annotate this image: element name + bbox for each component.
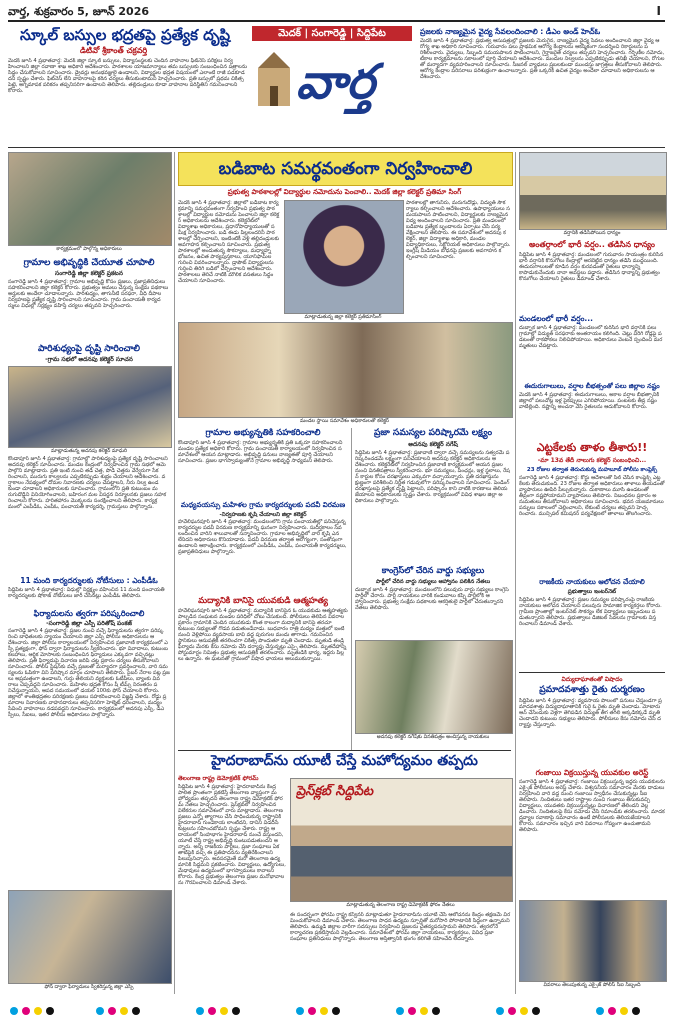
s13-body-left: సిద్దిపేట జూన్ 4 ప్రభాతవార్త: హైదరాబాద్‌ను కేంద్ర పాలిత ప్రాంతంగా ప్రకటిస్తే తెలంగాణ వ్యాప్తంగా మహోద్యమం తప్పదని తెలంగాణ రాష్ట్ర డెమోక్రటిక్ ఫోరమ్ నేతలు హెచ్చరించారు. ప్రెస్‌క్లబ్‌లో నిర్వహించిన విలేకరుల సమావేశంలో వారు మాట్లాడారు. తెలంగాణ ప్రజలు ఎన్నో త్యాగాలు చేసి సాధించుకున్న రాష్ట్రానికి హైదరాబాద్ గుండెకాయ లాంటిదని, దానిని విడదీసే కుట్రలను సహించబోమని స్పష్టం చేశారు. రాష్ట్ర ఆదాయంలో సింహభాగం హైదరాబాద్ నుంచే వస్తుందని, యూటీ చేస్తే రాష్ట్ర అభివృద్ధి కుంటుపడుతుందని అన్నారు. అన్ని రాజకీయ పార్టీలు, ప్రజా సంఘాలు ఏకతాటిపైకి వచ్చి ఈ ప్రతిపాదనను వ్యతిరేకించాలని పిలుపునిచ్చారు. అవసరమైతే మరో తెలంగాణ ఉద్యమానికి సిద్ధమని ప్రకటించారు. విద్యార్థులు, ఉద్యోగులు, మేధావులు ఉద్యమంలో భాగస్వాములు కావాలని కోరారు. కేంద్ర ప్రభుత్వం తెలంగాణ ప్రజల మనోభావాలను గౌరవించాలని డిమాండ్ చేశారు.	[178, 784, 286, 886]
s20-headline: గంజాయి విక్రయిస్తున్న యువకుల అరెస్ట్	[535, 768, 649, 777]
s10-body: సిద్దిపేట జూన్ 4 ప్రభాతవార్త: ప్రజావాణి ద్వారా వచ్చే సమస్యలను సత్వరమే పరిష్కరించడమే లక్ష్యంగా పనిచేయాలని అదనపు కలెక్టర్ అధికారులను ఆదేశించారు. కలెక్టరేట్‌లో నిర్వహించిన ప్రజావాణి కార్యక్రమంలో ఆయన ప్రజల నుంచి వినతిపత్రాలు స్వీకరించారు. భూ సమస్యలు, పింఛన్లు, ఇళ్ల స్థలాలు, రేషన్ కార్డుల కోసం దరఖాస్తులు ఎక్కువగా వచ్చాయన్నారు. ప్రతి దరఖాస్తును క్షుణ్ణంగా పరిశీలించి నిర్ణీత గడువులోగా పరిష్కరించాలని సూచించారు. పెండింగ్ దరఖాస్తులపై ప్రత్యేక దృష్టి పెట్టాలని, పరిష్కారం కాని వాటికి కారణాలు తెలియజేయాలని అధికారులకు స్పష్టం చేశారు. కార్యక్రమంలో వివిధ శాఖల జిల్లా అధికారులు పాల్గొన్నారు.	[355, 450, 510, 504]
dateline-bar	[8, 4, 665, 22]
s7-body: సంగారెడ్డి జూన్ 4 ప్రభాతవార్త: ప్రజల నుంచి వచ్చే ఫిర్యాదులను త్వరగా పరిష్కరించి బాధితులకు న్యాయం చేయాలని జిల్లా ఎస్పీ పోలీసు అధికారులను ఆదేశించారు. జిల్లా పోలీసు కార్యాలయంలో నిర్వహించిన ప్రజావాణి కార్యక్రమంలో ఎస్పీ ప్రత్యక్షంగా, ఫోన్ ద్వారా ఫిర్యాదులను స్వీకరించారు. భూ వివాదాలు, కుటుంబ కలహాలు, ఆర్థిక మోసాలకు సంబంధించిన ఫిర్యాదులు ఎక్కువగా వచ్చినట్లు తెలిపారు. ప్రతి ఫిర్యాదుపై విచారణ జరిపి చట్ట ప్రకారం చర్యలు తీసుకోవాలని సూచించారు. పోలీస్ స్టేషన్‌కు వచ్చే ప్రజలతో మర్యాదగా ప్రవర్తించాలని, వారి సమస్యలను ఓపికగా విని పరిష్కార మార్గం చూపాలని తెలిపారు. సైబర్ నేరాల పట్ల ప్రజలు అప్రమత్తంగా ఉండాలని, గుర్తు తెలియని వ్యక్తులకు ఓటీపీలు, బ్యాంకు వివరాలు చెప్పవద్దని సూచించారు. మహిళల భద్రత కోసం షీ టీమ్స్ నిరంతరం పనిచేస్తున్నాయని, ఆపద సమయంలో డయల్ 100కు ఫోన్ చేయాలని కోరారు. జిల్లాలో శాంతిభద్రతల పరిరక్షణకు ప్రజలు సహకరించాలని విజ్ఞప్తి చేశారు. రోడ్డు ప్రమాదాల నివారణకు వాహనదారులు తప్పనిసరిగా హెల్మెట్ ధరించాలని, మద్యం సేవించి వాహనాలు నడపవద్దని సూచించారు. కార్యక్రమంలో అదనపు ఎస్పీ, డీఎస్పీలు, సీఐలు, ఇతర పోలీసు అధికారులు పాల్గొన్నారు.	[8, 628, 170, 718]
s7-caption: ఫోన్ ద్వారా ఫిర్యాదులు స్వీకరిస్తున్న జిల్లా ఎస్పీ	[44, 984, 134, 990]
s3-body-right: పాఠశాలల్లో తాగునీరు, మరుగుదొడ్లు, విద్యుత్ సౌకర్యాలు కల్పించాలని ఆదేశించారు. ఉపాధ్యాయులు సమయపాలన పాటించాలని, విద్యార్థులకు నాణ్యమైన విద్య అందించాలని సూచించారు. ప్రతి మండలంలో బడిబాట ప్రత్యేక బృందాలను ఏర్పాటు చేసి పర్యవేక్షించాలని తెలిపారు. ఈ సమావేశంలో అదనపు కలెక్టర్, జిల్లా విద్యాశాఖ అధికారి, మండల విద్యాధికారులు, సెక్టోరియల్ అధికారులు పాల్గొన్నారు. ఇంగ్లీష్ మీడియం బోధనపై ప్రజలకు అవగాహన కల్పించాలని సూచించారు.	[406, 200, 511, 260]
s3-caption2: మండల స్థాయి సమావేశం అధికారులతో కలెక్టర్	[300, 418, 389, 424]
s19-body: సిద్దిపేట జూన్ 4 ప్రభాతవార్త: వ్యవసాయ పొలంలో పనులు చేస్తుండగా ప్రమాదవశాత్తు విద్యుదాఘాతానికి గురై ఓ రైతు మృతి చెందాడు. మోటారు ఆన్ చేసేందుకు వెళ్లగా తెగిపడిన విద్యుత్ తీగ తగిలి అక్కడికక్కడే మృతి చెందాడని కుటుంబ సభ్యులు తెలిపారు. పోలీసులు కేసు నమోదు చేసి దర్యాప్తు చేస్తున్నారు.	[519, 698, 662, 728]
s13-body-right: ఈ సందర్భంగా ఫోరమ్ రాష్ట్ర కన్వీనర్ మాట్లాడుతూ హైదరాబాద్‌ను యూటీ చేసే ఆలోచనను కేంద్రం తక్షణమే విరమించుకోవాలని డిమాండ్ చేశారు. తెలంగాణ సాధన ఉద్యమ స్ఫూర్తితో మరోసారి పోరాటానికి సిద్ధంగా ఉన్నామని తెలిపారు. ఉమ్మడి జిల్లాల వారీగా సదస్సులు నిర్వహించి ప్రజలను చైతన్యపరుస్తామని తెలిపారు. త్వరలోనే కార్యాచరణ ప్రకటిస్తామని వెల్లడించారు. సమావేశంలో ఫోరమ్ జిల్లా నాయకులు, కార్యకర్తలు, వివిధ ప్రజా సంఘాల ప్రతినిధులు పాల్గొన్నారు. తెలంగాణ అస్తిత్వానికి భంగం కలిగితే సహించేది లేదన్నారు.	[290, 912, 511, 942]
photo-sp-receiving-complaints	[8, 890, 172, 984]
dateline: వార్త, శుక్రవారం 5, జూన్ 2026	[8, 5, 150, 18]
s17-subhead2: 23 రోజుల తర్వాత తెరుచుకున్న మహబూబ్ పోలీసు కాంప్లెక్స్	[526, 467, 658, 473]
s3-headline: బడిబాట సమర్థవంతంగా నిర్వహించాలి	[218, 159, 473, 179]
s1-headline: స్కూల్ బస్సుల భద్రతపై ప్రత్యేక దృష్టి	[20, 26, 231, 44]
masthead-box	[252, 26, 412, 144]
s17-body: సంగారెడ్డి జూన్ 4 ప్రభాతవార్త: కోర్టు ఆదేశాలతో సీల్ చేసిన కాంప్లెక్స్ ఎట్టకేలకు తెరుచుకుంది. 23 రోజుల తర్వాత అధికారులు తాళాలు తీయడంతో వ్యాపారులు ఊపిరి పీల్చుకున్నారు. దుకాణాలు మూసి ఉండటంతో తీవ్రంగా నష్టపోయామని వ్యాపారులు తెలిపారు. నిబంధనల ప్రకారం అనుమతులు తీసుకోవాలని అధికారులు సూచించారు. భవన యజమానులు పన్నులు సకాలంలో చెల్లించాలని, లేకుంటే చర్యలు తప్పవని హెచ్చరించారు. మున్సిపల్ కమిషనర్ పర్యవేక్షణలో తాళాలు తొలగించారు.	[519, 475, 665, 517]
s11-headline: కాంగ్రెస్‌లో చేరిన వార్డు సభ్యులు	[381, 566, 485, 576]
s17-headline: ఎట్టకేలకు తాళం తీశారు!!	[536, 441, 648, 454]
s8-headline: గ్రామాల అభ్యున్నతికి సహకరించాలి	[205, 428, 321, 438]
s8-body: కొండాపూర్ జూన్ 4 ప్రభాతవార్త: గ్రామాల అభ్యున్నతికి ప్రతి ఒక్కరూ సహకరించాలని మండల ప్రత్యేక అధికారి కోరారు. గ్రామ పంచాయతీ కార్యాలయంలో నిర్వహించిన సమావేశంలో ఆయన మాట్లాడారు. అభివృద్ధి పనులు నాణ్యతతో పూర్తి చేయాలని సూచించారు. ప్రజల భాగస్వామ్యంతోనే గ్రామాల అభివృద్ధి సాధ్యమని తెలిపారు.	[178, 440, 343, 464]
photo-additional-collector-speaking	[8, 366, 172, 448]
print-registration-marks	[0, 1004, 673, 1018]
s15-body: దుబ్బాక జూన్ 4 ప్రభాతవార్త: మండలంలో కురిసిన భారీ వర్షానికి పలు గ్రామాల్లో విద్యుత్ సరఫరాకు అంతరాయం కలిగింది. చెట్లు విరిగి రోడ్లపై పడటంతో రాకపోకలు నిలిచిపోయాయి. అధికారులు వెంటనే స్పందించి మరమ్మతులు చేపట్టారు.	[519, 325, 663, 349]
s19-headline: ప్రమాదవశాత్తు రైతు దుర్మరణం	[539, 685, 645, 695]
s3-body-left: మెదక్ జూన్ 4 ప్రభాతవార్త: జిల్లాలో బడిబాట కార్యక్రమాన్ని సమర్థవంతంగా నిర్వహించి ప్రభుత్వ పాఠశాలల్లో విద్యార్థుల నమోదును పెంచాలని జిల్లా కలెక్టర్ అధికారులను ఆదేశించారు. కలెక్టరేట్‌లో విద్యాశాఖ అధికారులు, ప్రధానోపాధ్యాయులతో సమీక్ష నిర్వహించారు. బడి ఈడు పిల్లలందరినీ పాఠశాలల్లో చేర్పించాలని, ఇంటింటికీ వెళ్లి తల్లిదండ్రులకు అవగాహన కల్పించాలని సూచించారు. ప్రభుత్వ పాఠశాలల్లో అందుతున్న సౌకర్యాలు, మధ్యాహ్న భోజనం, ఉచిత పాఠ్యపుస్తకాలు, యూనిఫామ్‌ల గురించి వివరించాలన్నారు. డ్రాపౌట్ విద్యార్థులను గుర్తించి తిరిగి బడిలో చేర్పించాలని ఆదేశించారు. పాఠశాలలు తెరిచే నాటికి మౌలిక వసతులు సిద్ధం చేయాలని సూచించారు.	[178, 200, 280, 284]
s14-headline: అంతర్గాంలో భారీ వర్షం.. తడిసిన ధాన్యం	[529, 240, 655, 249]
s5-headline: పారిశుధ్యంపై దృష్టి సారించాలి	[38, 344, 140, 354]
page-number: I	[656, 4, 661, 18]
s4-headline: గ్రామాల అభివృద్ధికి చేయూత చూపాలి	[23, 258, 155, 268]
photo-collector-with-staff	[8, 152, 172, 246]
s12-body: హవేలిఘనపూర్ జూన్ 4 ప్రభాతవార్త: మద్యానికి బానిసైన ఓ యువకుడు ఆత్మహత్యకు పాల్పడిన సంఘటన మండల పరిధిలో చోటు చేసుకుంది. పోలీసులు తెలిపిన వివరాల ప్రకారం గ్రామానికి చెందిన యువకుడు కొంత కాలంగా మద్యానికి బానిసై తరచూ కుటుంబ సభ్యులతో గొడవ పడుతుండేవాడు. బుధవారం రాత్రి మద్యం మత్తులో ఇంటి నుంచి వెళ్లిపోయి వ్యవసాయ బావి వద్ద పురుగుల మందు తాగాడు. గమనించిన స్థానికులు ఆసుపత్రికి తరలించగా చికిత్స పొందుతూ మృతి చెందాడు. మృతుడి తండ్రి ఫిర్యాదు మేరకు కేసు నమోదు చేసి దర్యాప్తు చేస్తున్నట్లు ఎస్సై తెలిపారు. మృతదేహాన్ని పోస్టుమార్టం నిమిత్తం ప్రభుత్వ ఆసుపత్రికి తరలించారు. మృతుడికి భార్య, ఇద్దరు పిల్లలు ఉన్నారు. ఈ ఘటనతో గ్రామంలో విషాద ఛాయలు అలుముకున్నాయి.	[178, 608, 348, 662]
s3-caption1: మాట్లాడుతున్న జిల్లా కలెక్టర్ ప్రతిమాసింగ్	[304, 314, 382, 320]
s5-caption: మాట్లాడుతున్న అదనపు కలెక్టర్ మాధురి	[50, 448, 128, 454]
press-club-banner-text: ప్రెస్‌క్లబ్ సిద్దిపేట	[296, 784, 374, 799]
s3-subhead: ప్రభుత్వ పాఠశాలల్లో విద్యార్థుల నమోదును పెంచాలి.. మెదక్ జిల్లా కలెక్టర్ ప్రతిమా సింగ్	[227, 188, 462, 196]
s12-headline: మద్యానికి బానిసై యువకుడి ఆత్మహత్య	[198, 596, 328, 606]
masthead-title: వార్త	[296, 54, 375, 110]
s4-body: సంగారెడ్డి జూన్ 4 ప్రభాతవార్త: గ్రామాల అభివృద్ధి కోసం ప్రజలు, ప్రజాప్రతినిధులు సహకరించాలని జిల్లా కలెక్టర్ కోరారు. ప్రభుత్వం అమలు చేస్తున్న సంక్షేమ పథకాలు అర్హులకు అందేలా చూడాలన్నారు. పారిశుధ్యం, తాగునీటి సరఫరా, వీధి దీపాల నిర్వహణపై ప్రత్యేక దృష్టి సారించాలని సూచించారు. గ్రామ పంచాయతీ కార్యదర్శులు విధుల్లో నిర్లక్ష్యం వహిస్తే చర్యలు తప్పవని హెచ్చరించారు.	[8, 279, 169, 309]
s5-body: కొండాపూర్ జూన్ 4 ప్రభాతవార్త: గ్రామాల్లో పారిశుధ్యంపై ప్రత్యేక దృష్టి సారించాలని అదనపు కలెక్టర్ సూచించారు. మండల కేంద్రంలో నిర్వహించిన గ్రామ సభలో ఆమె పాల్గొని మాట్లాడారు. ప్రతి ఇంటి నుంచి తడి చెత్త, పొడి చెత్తను వేర్వేరుగా సేకరించాలని, మురుగు కాల్వలను ఎప్పటికప్పుడు శుభ్రం చేయాలని ఆదేశించారు. వర్షాకాలం నేపథ్యంలో దోమల నివారణకు చర్యలు చేపట్టాలని, నీరు నిల్వ ఉండకుండా చూడాలని అధికారులకు సూచించారు. గ్రామంలోని ప్రతి కుటుంబం మరుగుదొడ్డిని వినియోగించాలని, బహిరంగ మల విసర్జన నిర్మూలనకు ప్రజలు సహకరించాలని కోరారు. హరితహారం మొక్కలను సంరక్షించాలని తెలిపారు. కార్యక్రమంలో ఎంపీడీఓ, ఎంపీఓ, పంచాయతీ కార్యదర్శి, గ్రామస్తులు పాల్గొన్నారు.	[8, 456, 168, 510]
edition-bar: మెదక్ | సంగారెడ్డి | సిద్దిపేట	[252, 26, 412, 41]
s13-caption: మాట్లాడుతున్న తెలంగాణ రాష్ట్ర డెమోక్రటిక్ ఫోరం నేతలు	[346, 902, 455, 908]
s5-subhead: -గ్రామ సభలో అదనపు కలెక్టర్ సూచన	[45, 356, 133, 363]
s9-body: హవేలిఘనపూర్ జూన్ 4 ప్రభాతవార్త: మండలంలోని గ్రామ పంచాయతీల్లో పనిచేస్తున్న కార్యదర్శుల పదవీ విరమణ కార్యక్రమాన్ని ఘనంగా నిర్వహించారు. సుదీర్ఘకాలం సేవలందించిన వారిని శాలువాలతో సన్మానించారు. గ్రామాల అభివృద్ధిలో వారి కృషి ఎనలేనిదని అధికారులు కొనియాడారు. పదవీ విరమణ తర్వాత ఆరోగ్యంగా, సంతోషంగా ఉండాలని ఆకాంక్షించారు. కార్యక్రమంలో ఎంపీడీఓ, ఎంపీఓ, పంచాయతీ కార్యదర్శులు, ప్రజాప్రతినిధులు పాల్గొన్నారు.	[178, 519, 347, 555]
s15-headline: మండలంలో భారీ వర్షం...	[519, 314, 593, 323]
s14-caption: వర్షానికి తడిసిపోయిన ధాన్యం	[563, 230, 621, 236]
s18-body: సిద్దిపేట జూన్ 4 ప్రభాతవార్త: ప్రజల సమస్యల పరిష్కారంపై రాజకీయ నాయకులు ఆలోచన చేయాలని పలువురు సామాజిక కార్యకర్తలు కోరారు. గ్రామీణ ప్రాంతాల్లో ఇంటర్‌నెట్ సౌకర్యం లేక విద్యార్థులు ఇబ్బందులు పడుతున్నారని తెలిపారు. ప్రభుత్వాలు డిజిటల్ సేవలను గ్రామాలకు విస్తరించాలని డిమాండ్ చేశారు.	[519, 597, 662, 627]
photo-excise-police-briefing	[519, 900, 667, 982]
s19-kicker: విద్యుదాఘాతంతో విషాదం	[561, 676, 623, 683]
photo-leaders-submitting-petition	[355, 640, 513, 734]
s20-caption: వివరాలు తెలుపుతున్న ఎక్సైజ్ పోలీస్ సీఐ సిబ్బంది	[543, 982, 641, 988]
s3-banner	[178, 152, 513, 186]
s16-body: మెదక్ జూన్ 4 ప్రభాతవార్త: ఈదురుగాలులు, అకాల వర్షాల బీభత్సానికి జిల్లాలో పలుచోట్ల ఇళ్ల పైకప్పులు ఎగిరిపోయాయి. పంటలకు తీవ్ర నష్టం వాటిల్లింది. నష్టాన్ని అంచనా వేసి రైతులను ఆదుకోవాలని కోరారు.	[519, 392, 660, 410]
s13-subhead: తెలంగాణ రాష్ట్ర డెమోక్రటిక్ ఫోరమ్	[178, 775, 259, 782]
s11-subhead: పార్టీలో చేరిన వార్డు సభ్యులు ఆహ్వానం పలికిన నేతలు	[375, 579, 491, 585]
s20-body: సంగారెడ్డి జూన్ 4 ప్రభాతవార్త: గంజాయి విక్రయిస్తున్న ఇద్దరు యువకులను ఎక్సైజ్ పోలీసులు అరెస్ట్ చేశారు. విశ్వసనీయ సమాచారం మేరకు దాడులు నిర్వహించి వారి వద్ద నుంచి గంజాయి స్వాధీనం చేసుకున్నట్లు సీఐ తెలిపారు. నిందితులు ఇతర రాష్ట్రాల నుంచి గంజాయి తీసుకువచ్చి విద్యార్థులు, యువతకు విక్రయిస్తున్నట్లు విచారణలో తేలిందని వెల్లడించారు. నిందితులపై కేసు నమోదు చేసి రిమాండ్‌కు తరలించారు. మాదక ద్రవ్యాల రవాణాపై సమాచారం ఉంటే పోలీసులకు తెలియజేయాలని కోరారు. సమాచారం ఇచ్చిన వారి వివరాలు గోప్యంగా ఉంచుతామని తెలిపారు.	[519, 779, 665, 833]
s18-subhead: ప్రభుత్వాలు ఇంటర్‌నెట్	[567, 589, 617, 595]
s6-body: సిద్దిపేట జూన్ 4 ప్రభాతవార్త: విధుల్లో నిర్లక్ష్యం వహించిన 11 మంది పంచాయతీ కార్యదర్శులకు షోకాజ్ నోటీసులు జారీ చేసినట్లు ఎంపీడీఓ తెలిపారు.	[8, 587, 165, 599]
photo-rain-soaked-grain	[519, 152, 667, 230]
photo-collector-portrait	[284, 200, 404, 314]
s11-body: దుబ్బాక జూన్ 4 ప్రభాతవార్త: మండలంలోని పలువురు వార్డు సభ్యులు కాంగ్రెస్ పార్టీలో చేరారు. పార్టీ నాయకులు వారికి కండువాలు కప్పి పార్టీలోకి ఆహ్వానించారు. ప్రభుత్వ సంక్షేమ పథకాలకు ఆకర్షితులై పార్టీలో చేరుతున్నారని నేతలు తెలిపారు.	[355, 587, 509, 611]
s17-subhead: -మా 13వ తేదీ నాలుగు కలెక్టర్ సంబంధించి...	[537, 457, 647, 464]
s16-headline: ఈదురుగాలులు, వర్షాల బీభత్సంతో పలు జిల్లాల నష్టం	[524, 382, 660, 390]
s-cap-left1: కార్యక్రమంలో పాల్గొన్న అధికారులు	[56, 246, 122, 252]
photo-collector-with-officials	[178, 322, 513, 418]
s1-body: మెదక్ జూన్ 4 ప్రభాతవార్త: మెదక్ జిల్లా స్కూల్ బస్సులు, విద్యాసంస్థలకు చెందిన వాహనాల ఫిట్‌నెస్ పరీక్షలు నిర్వహించాలని జిల్లా రవాణా శాఖ అధికారి ఆదేశించారు. పాఠశాలల యాజమాన్యాలు తమ బస్సులకు సంబంధించిన పత్రాలను సిద్ధం చేసుకోవాలని సూచించారు. డ్రైవర్లు అనుభవజ్ఞులై ఉండాలని, విద్యార్థుల భద్రత విషయంలో ఎలాంటి రాజీ పడకూడదని స్పష్టం చేశారు. ఫిట్‌నెస్ లేని వాహనాలపై కఠిన చర్యలు తీసుకుంటామని హెచ్చరించారు. ప్రతి బస్సులో ప్రథమ చికిత్స పెట్టె, అగ్నిమాపక పరికరం తప్పనిసరిగా ఉండాలని తెలిపారు. తల్లిదండ్రులు కూడా వాహనాల పరిస్థితిని గమనించాలని కోరారు.	[8, 58, 248, 94]
s10-headline: ప్రజా సమస్యల పరిష్కారమే లక్ష్యం	[373, 428, 493, 438]
s18-headline: రాజకీయ నాయకులు ఆలోచన చేయాలి	[539, 578, 645, 586]
s10-subhead: అదనపు కలెక్టర్ నగేష్	[408, 441, 458, 448]
s13-headline: హైదరాబాద్‌ను యూటీ చేస్తే మహోద్యమం తప్పదు	[211, 753, 478, 769]
s6-headline: 11 మంది కార్యదర్శులకు నోటీసులు : ఎంపీడీఓ	[20, 576, 158, 585]
s9-subhead: -నిర్వహణకు కృషి చేయాలని జిల్లా కలెక్టర్	[219, 512, 307, 518]
s14-body: సిద్దిపేట జూన్ 4 ప్రభాతవార్త: మండలంలో గురువారం సాయంత్రం కురిసిన భారీ వర్షానికి కొనుగోలు కేంద్రాల్లో ఆరబెట్టిన ధాన్యం తడిసి ముద్దయింది. ఈదురుగాలులతో కూడిన వర్షం కురవడంతో రైతులు ధాన్యాన్ని కాపాడుకునేందుకు నానా అవస్థలు పడ్డారు. తడిసిన ధాన్యాన్ని ప్రభుత్వం కొనుగోలు చేయాలని రైతులు డిమాండ్ చేశారు.	[519, 252, 664, 282]
s2-headline: ప్రజలకు నాణ్యమైన వైద్య సేవలందించాలి : డీఎం అండ్ హెచ్‌ఓ	[420, 27, 601, 36]
s12-caption: అదనపు కలెక్టర్ నగేష్‌కు వినతిపత్రం అందిస్తున్న నాయకులు	[376, 734, 490, 740]
s1-subhead: డిటివో శ్రీకాంత్ చక్రవర్తి	[80, 46, 148, 55]
masthead-landmark-illustration	[254, 48, 294, 108]
s7-subhead: -సంగారెడ్డి జిల్లా ఎస్పీ పరితోష్ పంకజ్	[46, 620, 132, 627]
s9-headline: మధ్యవయస్సు మహిళల గ్రామ కార్యదర్శులకు పదవీ విరమణ	[180, 501, 346, 509]
s2-body: మెదక్ జూన్ 4 ప్రభాతవార్త: ప్రభుత్వ ఆసుపత్రుల్లో ప్రజలకు మెరుగైన, నాణ్యమైన వైద్య సేవలు అందించాలని జిల్లా వైద్య ఆరోగ్య శాఖ అధికారి సూచించారు. గురువారం పలు ప్రాథమిక ఆరోగ్య కేంద్రాలను ఆకస్మికంగా సందర్శించి రికార్డులను పరిశీలించారు. వైద్యులు, సిబ్బంది సమయపాలన పాటించాలని, గైర్హాజరైతే చర్యలు తప్పవని హెచ్చరించారు. గర్భిణీల నమోదు, టీకాల కార్యక్రమాలను సకాలంలో పూర్తి చేయాలని ఆదేశించారు. మందుల నిల్వలను ఎప్పటికప్పుడు తనిఖీ చేయాలని, రోగులతో మర్యాదగా వ్యవహరించాలని సూచించారు. సీజనల్ వ్యాధులు ప్రబలకుండా ముందస్తు జాగ్రత్తలు తీసుకోవాలని తెలిపారు. ఆరోగ్య కేంద్రాల పరిసరాలు పరిశుభ్రంగా ఉంచాలన్నారు. ప్రతి ఒక్కరికీ ఉచిత వైద్యం అందేలా చూడాలని అధికారులను ఆదేశించారు.	[420, 38, 665, 80]
s4-subhead: సంగారెడ్డి జిల్లా కలెక్టర్ ప్రకటన	[54, 270, 124, 277]
s7-headline: ఫిర్యాదులను త్వరగా పరిష్కరించాలి	[33, 609, 145, 618]
